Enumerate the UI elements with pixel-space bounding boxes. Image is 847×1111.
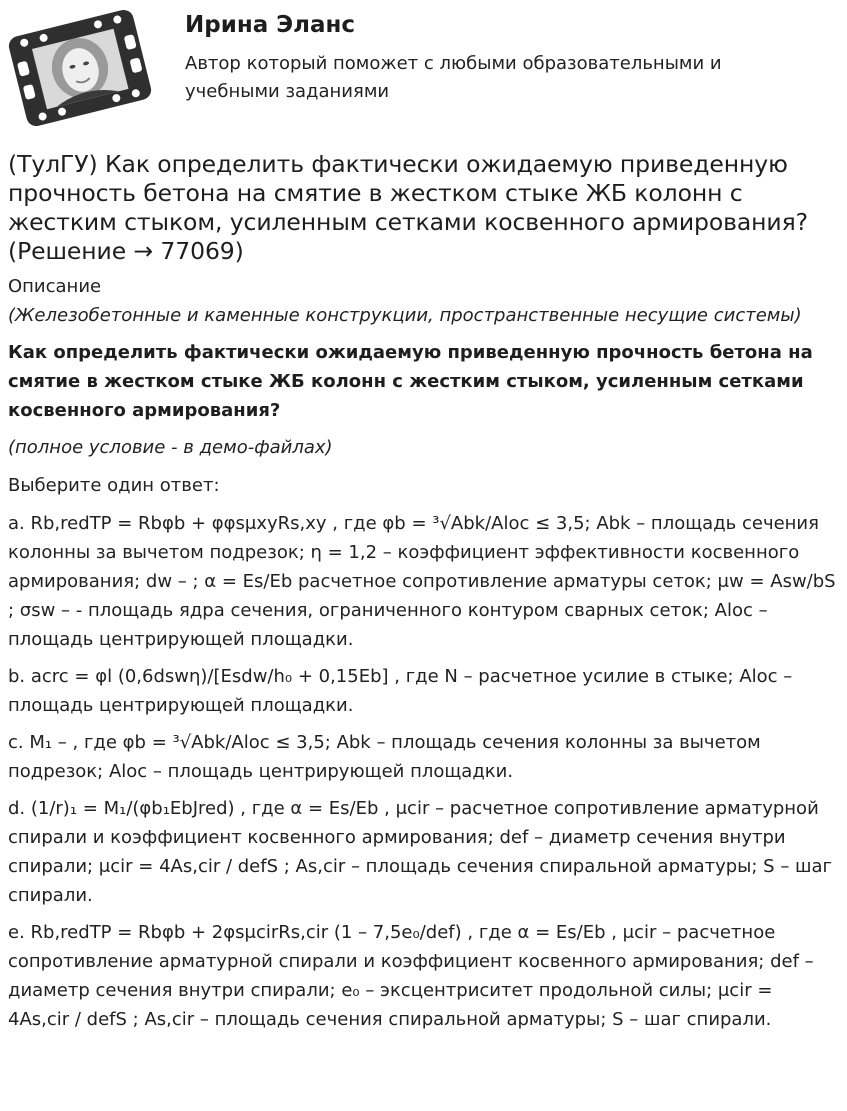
task-question: Как определить фактически ожидаемую приведенную прочность бетона на смятие в жестком стыке ЖБ колонн с жестким стыком, усиленным сетками косвенного армирования? xyxy=(8,342,813,421)
description-label: Описание xyxy=(8,276,102,297)
answer-option-c: c. M₁ – , где φb = ³√Abk/Aloc ≤ 3,5; Abk – площадь сечения колонны за вычетом подрезок; Aloc – площадь центрирующей площадки. xyxy=(8,732,761,782)
answer-option-a: a. Rb,redTP = Rbφb + φφsμxyRs,xy , где φb = ³√Abk/Aloc ≤ 3,5; Abk – площадь сечения колонны за вычетом подрезок; η = 1,2 – коэффициент эффективности косвенного армирования; dw – ; α = Es/Eb расчетное сопротивление арматуры сеток; μw = Asw/bS ; σsw – - площадь ядра сечения, ограниченного контуром сварных сеток; Aloc – площадь центрирующей площадки. xyxy=(8,513,836,650)
author-header xyxy=(0,0,847,135)
task-content xyxy=(8,150,838,1042)
task-category: (Железобетонные и каменные конструкции, пространственные несущие системы) xyxy=(8,305,802,326)
author-name: Ирина Эланс xyxy=(185,12,356,38)
author-avatar xyxy=(8,8,152,128)
answer-option-e: e. Rb,redTP = Rbφb + 2φsμcirRs,cir (1 – 7,5e₀/def) , где α = Es/Eb , μcir – расчетное сопротивление арматурной спирали и коэффициент косвенного армирования; def – диаметр сечения внутри спирали; e₀ – эксцентриситет продольной силы; μcir = 4As,cir / defS ; As,cir – площадь сечения спиральной арматуры; S – шаг спирали. xyxy=(8,922,814,1030)
page-title: (ТулГУ) Как определить фактически ожидаемую приведенную прочность бетона на смятие в жестком стыке ЖБ колонн с жестким стыком, усиленным сетками косвенного армирования? (Решение → 77069) xyxy=(8,150,809,265)
answer-option-b: b. acrc = φl (0,6dswη)/[Esdw/h₀ + 0,15Eb] , где N – расчетное усилие в стыке; Aloc – площадь центрирующей площадки. xyxy=(8,666,793,716)
task-note: (полное условие - в демо-файлах) xyxy=(8,437,333,458)
answer-option-d: d. (1/r)₁ = M₁/(φb₁EbJred) , где α = Es/Eb , μcir – расчетное сопротивление арматурной спирали и коэффициент косвенного армирования; def – диаметр сечения внутри спирали; μcir = 4As,cir / defS ; As,cir – площадь сечения спиральной арматуры; S – шаг спирали. xyxy=(8,798,833,906)
answer-prompt: Выберите один ответ: xyxy=(8,475,220,496)
author-description: Автор который поможет с любыми образовательными и учебными заданиями xyxy=(185,53,722,102)
